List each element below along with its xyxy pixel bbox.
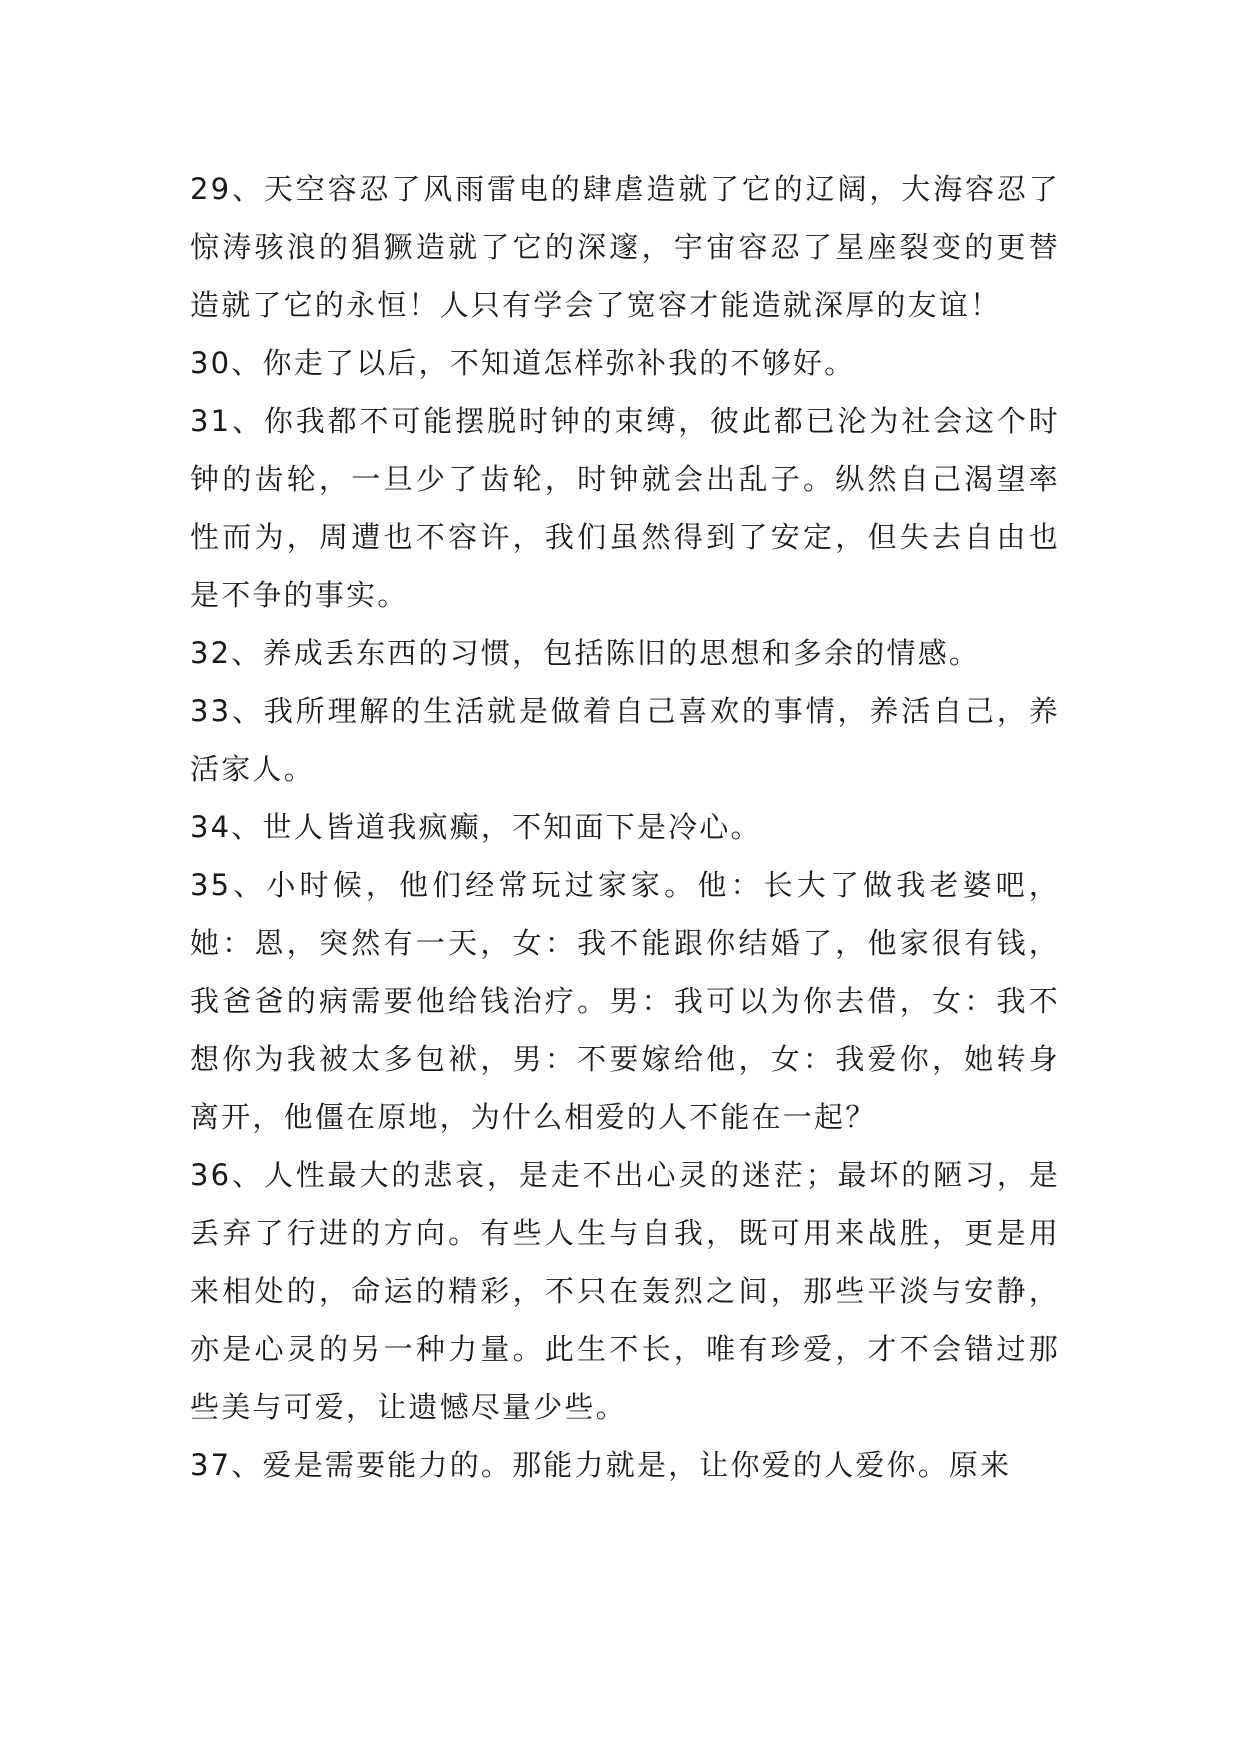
entry-33: 33、我所理解的生活就是做着自己喜欢的事情，养活自己，养活家人。 [190, 694, 1060, 786]
entry-29: 29、天空容忍了风雨雷电的肆虐造就了它的辽阔，大海容忍了惊涛骇浪的猖獗造就了它的深邃，宇宙容忍了星座裂变的更替造就了它的永恒！人只有学会了宽容才能造就深厚的友谊！ [190, 172, 1060, 322]
entry-36: 36、人性最大的悲哀，是走不出心灵的迷茫；最坏的陋习，是丢弃了行进的方向。有些人生与自我，既可用来战胜，更是用来相处的，命运的精彩，不只在轰烈之间，那些平淡与安静，亦是心灵的另一种力量。此生不长，唯有珍爱，才不会错过那些美与可爱，让遗憾尽量少些。 [190, 1158, 1060, 1424]
entry-31: 31、你我都不可能摆脱时钟的束缚，彼此都已沦为社会这个时钟的齿轮，一旦少了齿轮，时钟就会出乱子。纵然自己渴望率性而为，周遭也不容许，我们虽然得到了安定，但失去自由也是不争的事实。 [190, 404, 1060, 612]
entry-32: 32、养成丢东西的习惯，包括陈旧的思想和多余的情感。 [190, 636, 981, 670]
entry-35: 35、小时候，他们经常玩过家家。他：长大了做我老婆吧，她：恩，突然有一天，女：我不能跟你结婚了，他家很有钱，我爸爸的病需要他给钱治疗。男：我可以为你去借，女：我不想你为我被太多包袱，男：不要嫁给他，女：我爱你，她转身离开，他僵在原地，为什么相爱的人不能在一起？ [190, 868, 1060, 1134]
entry-37: 37、爱是需要能力的。那能力就是，让你爱的人爱你。原来 [190, 1448, 1012, 1482]
document-body [190, 160, 1060, 1494]
entry-30: 30、你走了以后，不知道怎样弥补我的不够好。 [190, 346, 856, 380]
entry-34: 34、世人皆道我疯癫，不知面下是冷心。 [190, 810, 762, 844]
